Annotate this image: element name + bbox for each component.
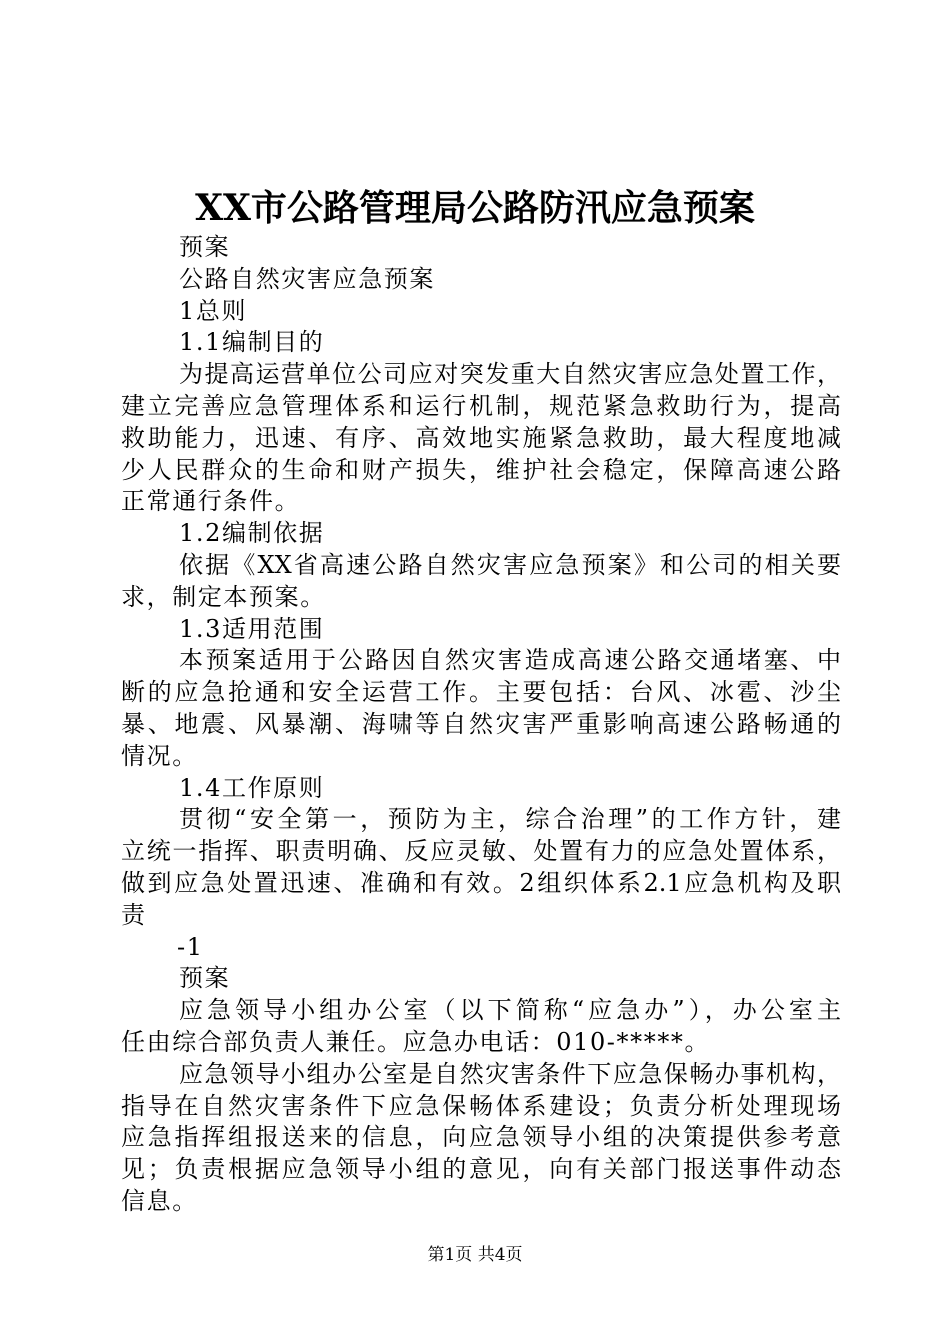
- body-line: 少人民群众的生命和财产损失，维护社会稳定，保障高速公路: [121, 455, 841, 484]
- body-line: 求，制定本预案。: [121, 582, 326, 611]
- section-heading: 1.1编制目的: [179, 328, 325, 357]
- body-line: 情况。: [121, 741, 198, 770]
- body-line: 贯彻“安全第一，预防为主，综合治理”的工作方针，建: [179, 805, 841, 834]
- body-line: 应急领导小组办公室（以下简称“应急办”），办公室主: [179, 996, 841, 1025]
- page-marker: -1: [177, 932, 204, 961]
- section-heading: 1总则: [179, 296, 248, 325]
- body-line: 任由综合部负责人兼任。应急办电话：010-*****。: [121, 1027, 711, 1056]
- body-line: 立统一指挥、职责明确、反应灵敏、处置有力的应急处置体系，: [121, 837, 841, 866]
- body-line: 见；负责根据应急领导小组的意见，向有关部门报送事件动态: [121, 1155, 841, 1184]
- page-footer: 第1页 共4页: [427, 1245, 523, 1265]
- body-line: 责: [121, 900, 147, 929]
- document-body: [121, 232, 841, 1218]
- body-line: 做到应急处置迅速、准确和有效。2组织体系2.1应急机构及职: [121, 868, 841, 897]
- document-title: XX市公路管理局公路防汛应急预案: [195, 187, 755, 229]
- body-line: 信息。: [121, 1186, 198, 1215]
- body-line: 预案: [179, 233, 231, 261]
- body-line: 为提高运营单位公司应对突发重大自然灾害应急处置工作，: [179, 360, 841, 389]
- body-line: 救助能力，迅速、有序、高效地实施紧急救助，最大程度地减: [121, 423, 841, 452]
- body-line: 预案: [179, 964, 231, 993]
- body-line: 暴、地震、风暴潮、海啸等自然灾害严重影响高速公路畅通的: [121, 709, 841, 738]
- body-line: 本预案适用于公路因自然灾害造成高速公路交通堵塞、中: [179, 646, 841, 675]
- section-heading: 1.3适用范围: [179, 614, 325, 643]
- body-line: 断的应急抢通和安全运营工作。主要包括：台风、冰雹、沙尘: [121, 678, 841, 707]
- section-heading: 1.2编制依据: [179, 519, 325, 548]
- body-line: 建立完善应急管理体系和运行机制，规范紧急救助行为，提高: [121, 391, 841, 420]
- body-line: 指导在自然灾害条件下应急保畅体系建设；负责分析处理现场: [121, 1091, 841, 1120]
- body-line: 应急领导小组办公室是自然灾害条件下应急保畅办事机构，: [179, 1059, 841, 1088]
- body-line: 依据《XX省高速公路自然灾害应急预案》和公司的相关要: [179, 550, 841, 579]
- body-line: 应急指挥组报送来的信息，向应急领导小组的决策提供参考意: [121, 1123, 841, 1152]
- section-heading: 1.4工作原则: [179, 773, 325, 802]
- body-line: 正常通行条件。: [121, 487, 301, 516]
- body-line: 公路自然灾害应急预案: [179, 264, 435, 293]
